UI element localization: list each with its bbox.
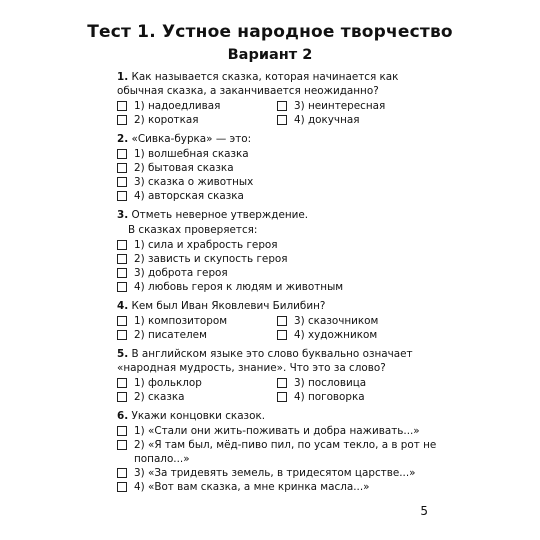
option-label: 4) авторская сказка bbox=[134, 190, 244, 202]
test-title: Тест 1. Устное народное творчество bbox=[87, 22, 453, 42]
checkbox[interactable] bbox=[277, 101, 287, 111]
question-2 bbox=[117, 132, 447, 203]
checkbox[interactable] bbox=[277, 392, 287, 402]
option-3[interactable] bbox=[277, 314, 437, 328]
option-3[interactable] bbox=[117, 175, 447, 189]
checkbox[interactable] bbox=[117, 378, 127, 388]
option-4[interactable] bbox=[117, 189, 447, 203]
checkbox[interactable] bbox=[117, 101, 127, 111]
option-2[interactable] bbox=[117, 390, 277, 404]
question-number: 5. bbox=[117, 348, 129, 360]
question-text: «Сивка-бурка» — это: bbox=[131, 133, 252, 145]
checkbox[interactable] bbox=[117, 191, 127, 201]
option-label: 1) фольклор bbox=[134, 377, 202, 389]
checkbox[interactable] bbox=[117, 240, 127, 250]
option-label: 1) волшебная сказка bbox=[134, 148, 249, 160]
checkbox[interactable] bbox=[277, 316, 287, 326]
question-number: 3. bbox=[117, 209, 129, 221]
question-text: В английском языке это слово буквально означает «народная мудрость, знание». Что это за слово? bbox=[117, 348, 413, 374]
checkbox[interactable] bbox=[117, 254, 127, 264]
option-4[interactable] bbox=[277, 390, 437, 404]
checkbox[interactable] bbox=[277, 330, 287, 340]
options-grid bbox=[117, 376, 447, 404]
question-subtext: В сказках проверяется: bbox=[128, 224, 258, 236]
question-text: Отметь неверное утверждение. bbox=[131, 209, 309, 221]
question-number: 2. bbox=[117, 133, 129, 145]
option-label: 2) бытовая сказка bbox=[134, 162, 234, 174]
option-3[interactable] bbox=[117, 266, 447, 280]
option-label: 3) пословица bbox=[294, 377, 367, 389]
question-number: 4. bbox=[117, 300, 129, 312]
option-1[interactable] bbox=[117, 424, 447, 438]
question-text: Укажи концовки сказок. bbox=[131, 410, 266, 422]
checkbox[interactable] bbox=[117, 177, 127, 187]
option-label: 4) любовь героя к людям и животным bbox=[134, 281, 344, 293]
page-number: 5 bbox=[420, 504, 428, 518]
option-label: 1) надоедливая bbox=[134, 100, 221, 112]
checkbox[interactable] bbox=[117, 163, 127, 173]
option-label: 3) «За тридевять земель, в тридесятом царстве...» bbox=[134, 467, 416, 479]
option-label: 2) «Я там был, мёд-пиво пил, по усам текло, а в рот не попало...» bbox=[134, 439, 437, 465]
checkbox[interactable] bbox=[117, 316, 127, 326]
checkbox[interactable] bbox=[117, 149, 127, 159]
option-2[interactable] bbox=[117, 161, 447, 175]
option-2[interactable] bbox=[117, 252, 447, 266]
option-label: 4) «Вот вам сказка, а мне кринка масла...» bbox=[134, 481, 370, 493]
option-label: 2) сказка bbox=[134, 391, 185, 403]
question-text: Как называется сказка, которая начинается как обычная сказка, а заканчивается неожиданно? bbox=[117, 71, 399, 97]
option-1[interactable] bbox=[117, 147, 447, 161]
question-5 bbox=[117, 347, 447, 404]
option-1[interactable] bbox=[117, 99, 277, 113]
checkbox[interactable] bbox=[117, 330, 127, 340]
checkbox[interactable] bbox=[117, 268, 127, 278]
question-number: 6. bbox=[117, 410, 129, 422]
question-text: Кем был Иван Яковлевич Билибин? bbox=[131, 300, 326, 312]
options-grid bbox=[117, 99, 447, 127]
checkbox[interactable] bbox=[117, 482, 127, 492]
option-label: 3) неинтересная bbox=[294, 100, 386, 112]
option-1[interactable] bbox=[117, 314, 277, 328]
option-3[interactable] bbox=[117, 466, 447, 480]
option-label: 1) «Стали они жить-поживать и добра наживать...» bbox=[134, 425, 420, 437]
checkbox[interactable] bbox=[117, 468, 127, 478]
question-3 bbox=[117, 208, 447, 294]
checkbox[interactable] bbox=[117, 392, 127, 402]
option-label: 1) сила и храбрость героя bbox=[134, 239, 278, 251]
option-2[interactable] bbox=[117, 113, 277, 127]
option-4[interactable] bbox=[117, 280, 447, 294]
question-number: 1. bbox=[117, 71, 129, 83]
checkbox[interactable] bbox=[117, 440, 127, 450]
option-4[interactable] bbox=[117, 480, 447, 494]
option-3[interactable] bbox=[277, 376, 437, 390]
option-label: 4) художником bbox=[294, 329, 378, 341]
option-1[interactable] bbox=[117, 238, 447, 252]
checkbox[interactable] bbox=[277, 378, 287, 388]
options-grid bbox=[117, 314, 447, 342]
checkbox[interactable] bbox=[117, 426, 127, 436]
option-label: 3) доброта героя bbox=[134, 267, 228, 279]
option-label: 2) писателем bbox=[134, 329, 207, 341]
question-6 bbox=[117, 409, 447, 494]
option-3[interactable] bbox=[277, 99, 437, 113]
variant-label: Вариант 2 bbox=[227, 47, 313, 63]
checkbox[interactable] bbox=[117, 282, 127, 292]
option-label: 1) композитором bbox=[134, 315, 228, 327]
question-4 bbox=[117, 299, 447, 342]
option-label: 3) сказка о животных bbox=[134, 176, 254, 188]
option-4[interactable] bbox=[277, 113, 437, 127]
question-1 bbox=[117, 70, 447, 127]
option-1[interactable] bbox=[117, 376, 277, 390]
option-4[interactable] bbox=[277, 328, 437, 342]
checkbox[interactable] bbox=[117, 115, 127, 125]
option-label: 2) короткая bbox=[134, 114, 199, 126]
option-label: 3) сказочником bbox=[294, 315, 379, 327]
option-label: 4) докучная bbox=[294, 114, 360, 126]
option-2[interactable] bbox=[117, 328, 277, 342]
option-label: 2) зависть и скупость героя bbox=[134, 253, 288, 265]
option-label: 4) поговорка bbox=[294, 391, 365, 403]
questions-list bbox=[117, 70, 447, 499]
option-2[interactable] bbox=[117, 438, 447, 466]
checkbox[interactable] bbox=[277, 115, 287, 125]
